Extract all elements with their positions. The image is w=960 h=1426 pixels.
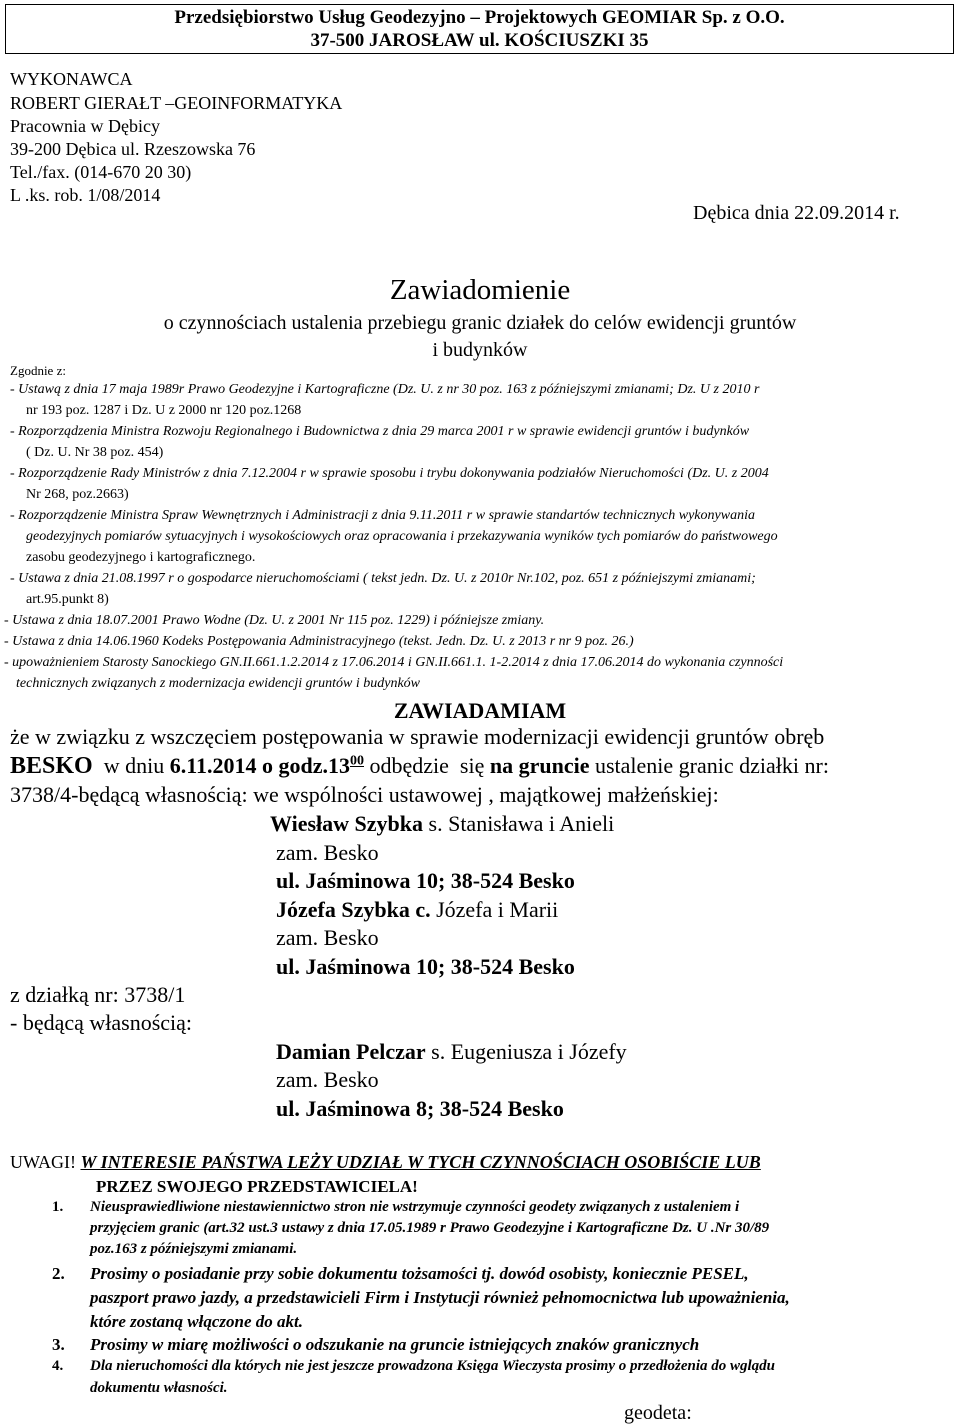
company-name: Przedsiębiorstwo Usług Geodezyjno – Projektowych GEOMIAR Sp. z O.O. — [174, 7, 785, 28]
notice-paragraph-3: 3738/4-będącą własnością: we wspólności ustawowej , majątkowej małżeńskiej: — [10, 782, 719, 807]
owner-address: ul. Jaśminowa 8; 38-524 Besko — [276, 1096, 564, 1121]
note-line: Nieusprawiedliwione niestawiennictwo stron nie wstrzymuje czynności geodety związanych z ustaleniem i — [90, 1199, 740, 1215]
owner-name: Wiesław Szybka — [270, 811, 424, 836]
legal-line: nr 193 poz. 1287 i Dz. U z 2000 nr 120 poz.1268 — [26, 403, 302, 418]
legal-line: - Rozporządzenia Ministra Rozwoju Regionalnego i Budownictwa z dnia 29 marca 2001 r w sprawie ewidencji gruntów i budynków — [10, 424, 750, 439]
document-date: Dębica dnia 22.09.2014 r. — [693, 202, 900, 224]
document-title: Zawiadomienie — [389, 274, 571, 306]
warning — [10, 1152, 761, 1173]
warning-text: W INTERESIE PAŃSTWA LEŻY UDZIAŁ W TYCH CZYNNOŚCIACH OSOBIŚCIE LUB — [80, 1152, 761, 1172]
owner-parents: Józefa i Marii — [430, 897, 559, 922]
document-subtitle-1: o czynnościach ustalenia przebiegu granic działek do celów ewidencji gruntów — [163, 312, 797, 334]
legal-line: ( Dz. U. Nr 38 poz. 454) — [26, 445, 164, 460]
owner-name: Józefa Szybka c. — [276, 897, 431, 922]
second-plot: z działką nr: 3738/1 — [10, 982, 186, 1007]
contractor-phone: Tel./fax. (014-670 20 30) — [10, 162, 192, 182]
owner-parents: s. Eugeniusza i Józefy — [425, 1039, 627, 1064]
note-line: przyjęciem granic (art.32 ust.3 ustawy z dnia 17.05.1989 r Prawo Geodezyjne i Kartograficzne Dz. U .Nr 30/89 — [90, 1220, 770, 1236]
owner-residence: zam. Besko — [276, 840, 379, 865]
on-site-text: na gruncie — [489, 753, 590, 778]
company-address: 37-500 JAROSŁAW ul. KOŚCIUSZKI 35 — [310, 30, 649, 51]
notice-paragraph-2 — [10, 753, 829, 780]
owner-residence: zam. Besko — [276, 925, 379, 950]
owner-residence: zam. Besko — [276, 1067, 379, 1092]
signature-label: geodeta: — [624, 1402, 692, 1424]
contractor-address: 39-200 Dębica ul. Rzeszowska 76 — [10, 139, 256, 159]
legal-line: - Ustawa z dnia 21.08.1997 r o gospodarce nieruchomościami ( tekst jedn. Dz. U. z 2010r Nr.102, poz. 651 z późniejszymi zmianami; — [10, 571, 756, 586]
legal-line: Nr 268, poz.2663) — [26, 487, 129, 502]
note-line: paszport prawo jazdy, a przedstawicieli Firm i Instytucji również pełnomocnictwa lub upoważnienia, — [90, 1288, 790, 1307]
legal-line: - upoważnieniem Starosty Sanockiego GN.II.661.1.2.2014 z 17.06.2014 i GN.II.661.1. 1-2.2014 z dnia 17.06.2014 do wykonania czynności — [4, 655, 784, 670]
warning-text-2: PRZEZ SWOJEGO PRZEDSTAWICIELA! — [96, 1177, 418, 1196]
note-line: poz.163 z późniejszymi zmianami. — [90, 1241, 298, 1257]
contractor-name: ROBERT GIERAŁT –GEOINFORMATYKA — [10, 93, 343, 113]
owner-address: ul. Jaśminowa 10; 38-524 Besko — [276, 954, 575, 979]
second-plot-ownership: - będącą własnością: — [10, 1010, 193, 1035]
legal-intro: Zgodnie z: — [10, 363, 66, 378]
meeting-datetime: 6.11.2014 o godz.13 — [169, 753, 350, 778]
owner-2 — [276, 897, 558, 923]
note-line: Dla nieruchomości dla których nie jest jeszcze prowadzona Księga Wieczysta prosimy o przedłożenia do wglądu — [90, 1358, 776, 1374]
contractor-office: Pracownia w Dębicy — [10, 116, 160, 136]
date-intro: w dniu — [92, 753, 170, 778]
contractor-ref: L .ks. rob. 1/08/2014 — [10, 185, 161, 205]
legal-line: - Rozporządzenie Ministra Spraw Wewnętrznych i Administracji z dnia 9.11.2011 r w sprawie standartów technicznych wykonywania — [10, 508, 755, 523]
owner-1 — [270, 811, 614, 837]
document-subtitle-2: i budynków — [432, 339, 528, 361]
owner-name: Damian Pelczar — [276, 1039, 426, 1064]
note-number: 3. — [52, 1335, 65, 1354]
note-line: dokumentu własności. — [90, 1380, 228, 1396]
legal-line: - Ustawa z dnia 14.06.1960 Kodeks Postępowania Administracyjnego (tekst. Jedn. Dz. U. z 2013 r nr 9 poz. 26.) — [4, 634, 634, 649]
legal-line: zasobu geodezyjnego i kartograficznego. — [26, 550, 256, 565]
legal-line: - Rozporządzenie Rady Ministrów z dnia 7.12.2004 r w sprawie sposobu i trybu dokonywania podziałów Nieruchomości (Dz. U. z 2004 — [10, 466, 769, 481]
note-number: 1. — [52, 1199, 64, 1215]
note-line: Prosimy o posiadanie przy sobie dokumentu tożsamości tj. dowód osobisty, koniecznie PESEL, — [90, 1264, 749, 1283]
legal-line: - Ustawą z dnia 17 maja 1989r Prawo Geodezyjne i Kartograficzne (Dz. U. z nr 30 poz. 163 z późniejszymi zmianami; Dz. U z 2010 r — [10, 382, 760, 397]
legal-line: technicznych związanych z modernizacja ewidencji gruntów i budynków — [16, 676, 420, 691]
note-line: Prosimy w miarę możliwości o odszukanie na gruncie istniejących znaków granicznych — [90, 1335, 700, 1354]
meeting-minutes: 00 — [350, 753, 364, 769]
notice-heading: ZAWIADAMIAM — [393, 698, 567, 723]
warning-label: UWAGI! — [10, 1152, 81, 1172]
note-line: które zostaną włączone do akt. — [90, 1312, 303, 1331]
legal-line: - Ustawa z dnia 18.07.2001 Prawo Wodne (Dz. U. z 2001 Nr 115 poz. 1229) i późniejsze zmiany. — [4, 613, 545, 628]
legal-line: art.95.punkt 8) — [26, 592, 109, 607]
owner-3 — [276, 1039, 627, 1065]
notice-text: odbędzie się — [364, 753, 490, 778]
company-header — [5, 4, 954, 54]
notice-text: ustalenie granic działki nr: — [589, 753, 829, 778]
note-number: 2. — [52, 1264, 65, 1283]
contractor-label: WYKONAWCA — [10, 69, 133, 89]
legal-line: geodezyjnych pomiarów sytuacyjnych i wysokościowych oraz opracowania i przekazywania wyników tych pomiarów do państwowego — [26, 529, 778, 544]
owner-address: ul. Jaśminowa 10; 38-524 Besko — [276, 868, 575, 893]
notice-paragraph-1: że w związku z wszczęciem postępowania w sprawie modernizacji ewidencji gruntów obręb — [10, 724, 825, 749]
note-number: 4. — [52, 1358, 64, 1374]
precinct-name: BESKO — [10, 753, 93, 779]
owner-parents: s. Stanisława i Anieli — [423, 811, 615, 836]
